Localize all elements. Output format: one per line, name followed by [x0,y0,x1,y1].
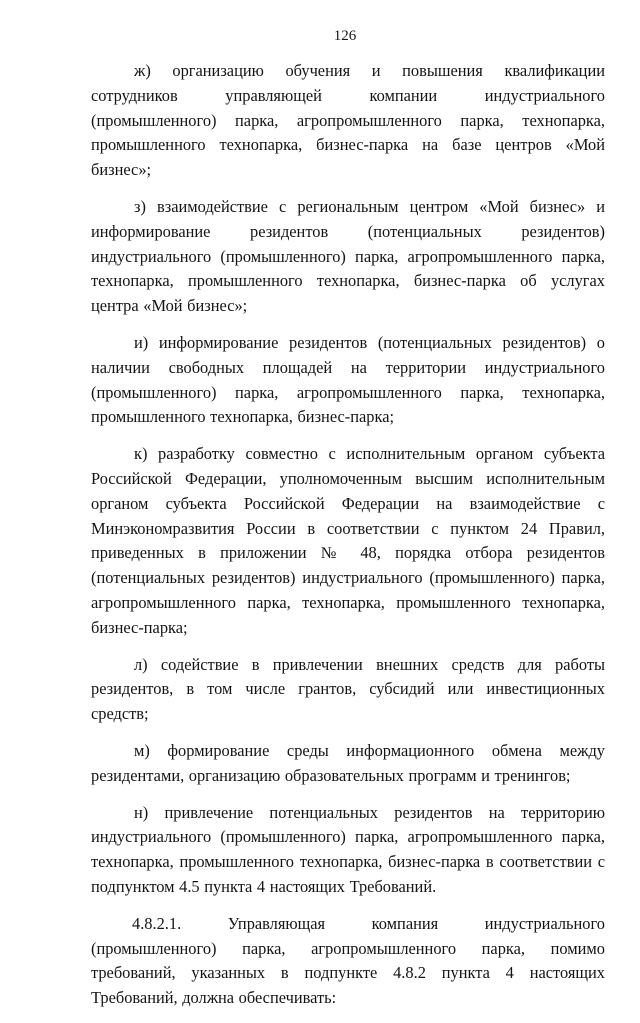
document-body [91,59,605,1023]
paragraph-z: з) взаимодействие с региональным центром «Мой бизнес» и информирование резидентов (потенциальных резидентов) индустриального (промышленного) парка, агропромышленного парка, технопарка, промышленного технопарка, бизнес-парка об услугах центра «Мой бизнес»; [91,196,605,316]
paragraph-zh: ж) организацию обучения и повышения квалификации сотрудников управляющей компании индустриального (промышленного) парка, агропромышленного парка, технопарка, промышленного технопарка, бизнес-парка на базе центров «Мой бизнес»; [91,61,605,180]
page-number: 126 [333,28,357,44]
paragraph-4-8-2-1: 4.8.2.1. Управляющая компания индустриального (промышленного) парка, агропромышленного парка, помимо требований, указанных в подпункте 4.8.2 пункта 4 настоящих Требований, должна обеспечивать: [91,913,605,1008]
paragraph-i: и) информирование резидентов (потенциальных резидентов) о наличии свободных площадей на территории индустриального (промышленного) парка, агропромышленного парка, технопарка, промышленного технопарка, бизнес-парка; [91,332,605,427]
paragraph-k: к) разработку совместно с исполнительным органом субъекта Российской Федерации, уполномоченным высшим исполнительным органом субъекта Российской Федерации на взаимодействие с Минэкономразвития России в соответствии с пунктом 24 Правил, приведенных в приложении № 48, порядка отбора резидентов (потенциальных резидентов) индустриального (промышленного) парка, агропромышленного парка, технопарка, промышленного технопарка, бизнес-парка; [91,444,605,637]
paragraph-n: н) привлечение потенциальных резидентов на территорию индустриального (промышленного) парка, агропромышленного парка, технопарка, промышленного технопарка, бизнес-парка в соответствии с подпунктом 4.5 пункта 4 настоящих Требований. [91,802,605,896]
paragraph-m: м) формирование среды информационного обмена между резидентами, организацию образовательных программ и тренингов; [91,740,605,785]
paragraph-l: л) содействие в привлечении внешних средств для работы резидентов, в том числе грантов, субсидий или инвестиционных средств; [91,654,605,724]
